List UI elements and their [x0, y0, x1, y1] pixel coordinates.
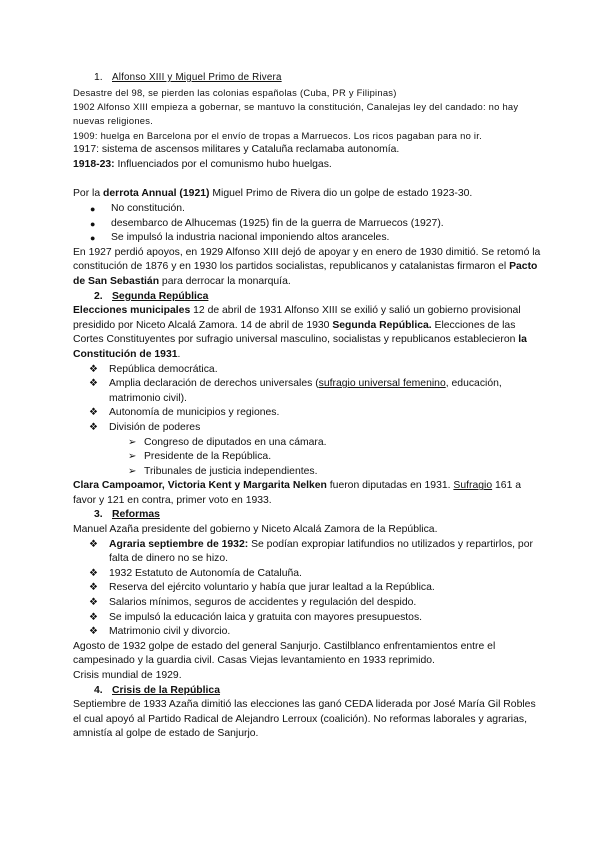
diamond-icon: ❖: [89, 626, 98, 638]
paragraph-1927: En 1927 perdió apoyos, en 1929 Alfonso XIII dejó de apoyar y en enero de 1930 dimitió. Se retomó la constitución de 1876 y en 1930 los partidos socialistas, republicanos y catalanistas firmaron el Pacto de San Sebastián para derrocar la monarquía.: [73, 246, 541, 287]
list-item: ❖ Reserva del ejército voluntario y había que jurar lealtad a la República.: [73, 581, 543, 596]
list-item: ❖ Se impulsó la educación laica y gratuita con mayores presupuestos.: [73, 611, 543, 626]
list-item: ● desembarco de Alhucemas (1925) fin de la guerra de Marruecos (1927).: [73, 217, 543, 232]
list-item: ➢ Tribunales de justicia independientes.: [73, 465, 543, 480]
list-item: ● No constitución.: [73, 202, 543, 217]
paragraph-agosto: Agosto de 1932 golpe de estado del general Sanjurjo. Castilblanco enfrentamientos entre el campesinado y la guardia civil. Casas Viejas levantamiento en 1933 reprimido.: [73, 640, 496, 667]
diamond-icon: ❖: [89, 421, 98, 433]
paragraph-1909: 1909: huelga en Barcelona por el envío de tropas a Marruecos. Los ricos pagaban para no ir.: [73, 129, 482, 141]
diamond-list-constitucion: [73, 363, 543, 436]
spacer: [73, 172, 543, 187]
paragraph-1902: 1902 Alfonso XIII empieza a gobernar, se mantuvo la constitución, Canalejas ley del candado: no hay nuevas religiones.: [73, 101, 519, 127]
list-item: ❖ Agraria septiembre de 1932: Se podían expropiar latifundios no utilizados y repartirlos, por falta de dinero no se hizo.: [89, 538, 533, 565]
arrow-list-poderes: [73, 436, 543, 480]
section-1-heading: 1. Alfonso XIII y Miguel Primo de Rivera: [94, 72, 282, 83]
list-item: ● Se impulsó la industria nacional imponiendo altos aranceles.: [73, 231, 543, 246]
diamond-icon: ❖: [89, 378, 98, 390]
diamond-icon: ❖: [89, 538, 98, 550]
paragraph-annual: Por la derrota Annual (1921) Miguel Primo de Rivera dio un golpe de estado 1923-30.: [73, 188, 473, 200]
bullet-list-primo: [73, 202, 543, 246]
paragraph-azana: Manuel Azaña presidente del gobierno y Niceto Alcalá Zamora de la República.: [73, 524, 438, 536]
section-3-heading: 3. Reformas: [94, 509, 160, 521]
diamond-icon: ❖: [89, 363, 98, 375]
bullet-icon: ●: [90, 233, 96, 244]
paragraph-desastre: Desastre del 98, se pierden las colonias españolas (Cuba, PR y Filipinas): [73, 86, 397, 98]
list-item: ➢ Congreso de diputados en una cámara.: [73, 436, 543, 451]
list-item: ❖ Salarios mínimos, seguros de accidentes y regulación del despido.: [73, 596, 543, 611]
list-item: ➢ Presidente de la República.: [73, 450, 543, 465]
list-item: ❖ República democrática.: [73, 363, 543, 378]
list-item: ❖ 1932 Estatuto de Autonomía de Cataluña.: [73, 567, 543, 582]
section-4-heading: 4. Crisis de la República: [94, 684, 220, 696]
paragraph-1918: 1918-23: Influenciados por el comunismo hubo huelgas.: [73, 158, 332, 170]
document-body: [73, 71, 543, 742]
diamond-icon: ❖: [89, 582, 98, 594]
paragraph-elecciones: Elecciones municipales 12 de abril de 1931 Alfonso XIII se exilió y salió un gobierno provisional presidido por Niceto Alcalá Zamora. 14 de abril de 1930 Segunda República. Elecciones de las Cortes Constituyentes por sufragio universal masculino, socialistas y republicanos establecieron la Constitución de 1931.: [73, 305, 527, 360]
arrow-icon: ➢: [128, 451, 137, 463]
paragraph-diputadas: Clara Campoamor, Victoria Kent y Margarita Nelken fueron diputadas en 1931. Sufragio 161 a favor y 121 en contra, primer voto en 1933.: [73, 480, 522, 506]
diamond-icon: ❖: [89, 567, 98, 579]
section-2-heading: 2. Segunda República: [94, 290, 209, 302]
list-item: ❖ Autonomía de municipios y regiones.: [73, 406, 543, 421]
diamond-list-reformas: [73, 538, 543, 640]
paragraph-septiembre-1933: Septiembre de 1933 Azaña dimitió las elecciones las ganó CEDA liderada por José María Gil Robles el cual apoyó al Partido Radical de Alejandro Lerroux (coalición). No reformas laborales y agrarias, amnistía al golpe de estado de Sanjurjo.: [73, 699, 536, 740]
list-item: ❖ Matrimonio civil y divorcio.: [73, 625, 543, 640]
diamond-icon: ❖: [89, 407, 98, 419]
paragraph-1917: 1917: sistema de ascensos militares y Cataluña reclamaba autonomía.: [73, 144, 400, 156]
arrow-icon: ➢: [128, 436, 137, 448]
list-item: ❖ División de poderes: [73, 421, 543, 436]
diamond-icon: ❖: [89, 611, 98, 623]
arrow-icon: ➢: [128, 465, 137, 477]
list-item: ❖ Amplia declaración de derechos universales (sufragio universal femenino, educación, matrimonio civil).: [89, 378, 502, 404]
diamond-icon: ❖: [89, 597, 98, 609]
bullet-icon: ●: [90, 204, 96, 214]
bullet-icon: ●: [90, 218, 96, 229]
paragraph-crisis-mundial: Crisis mundial de 1929.: [73, 670, 182, 681]
